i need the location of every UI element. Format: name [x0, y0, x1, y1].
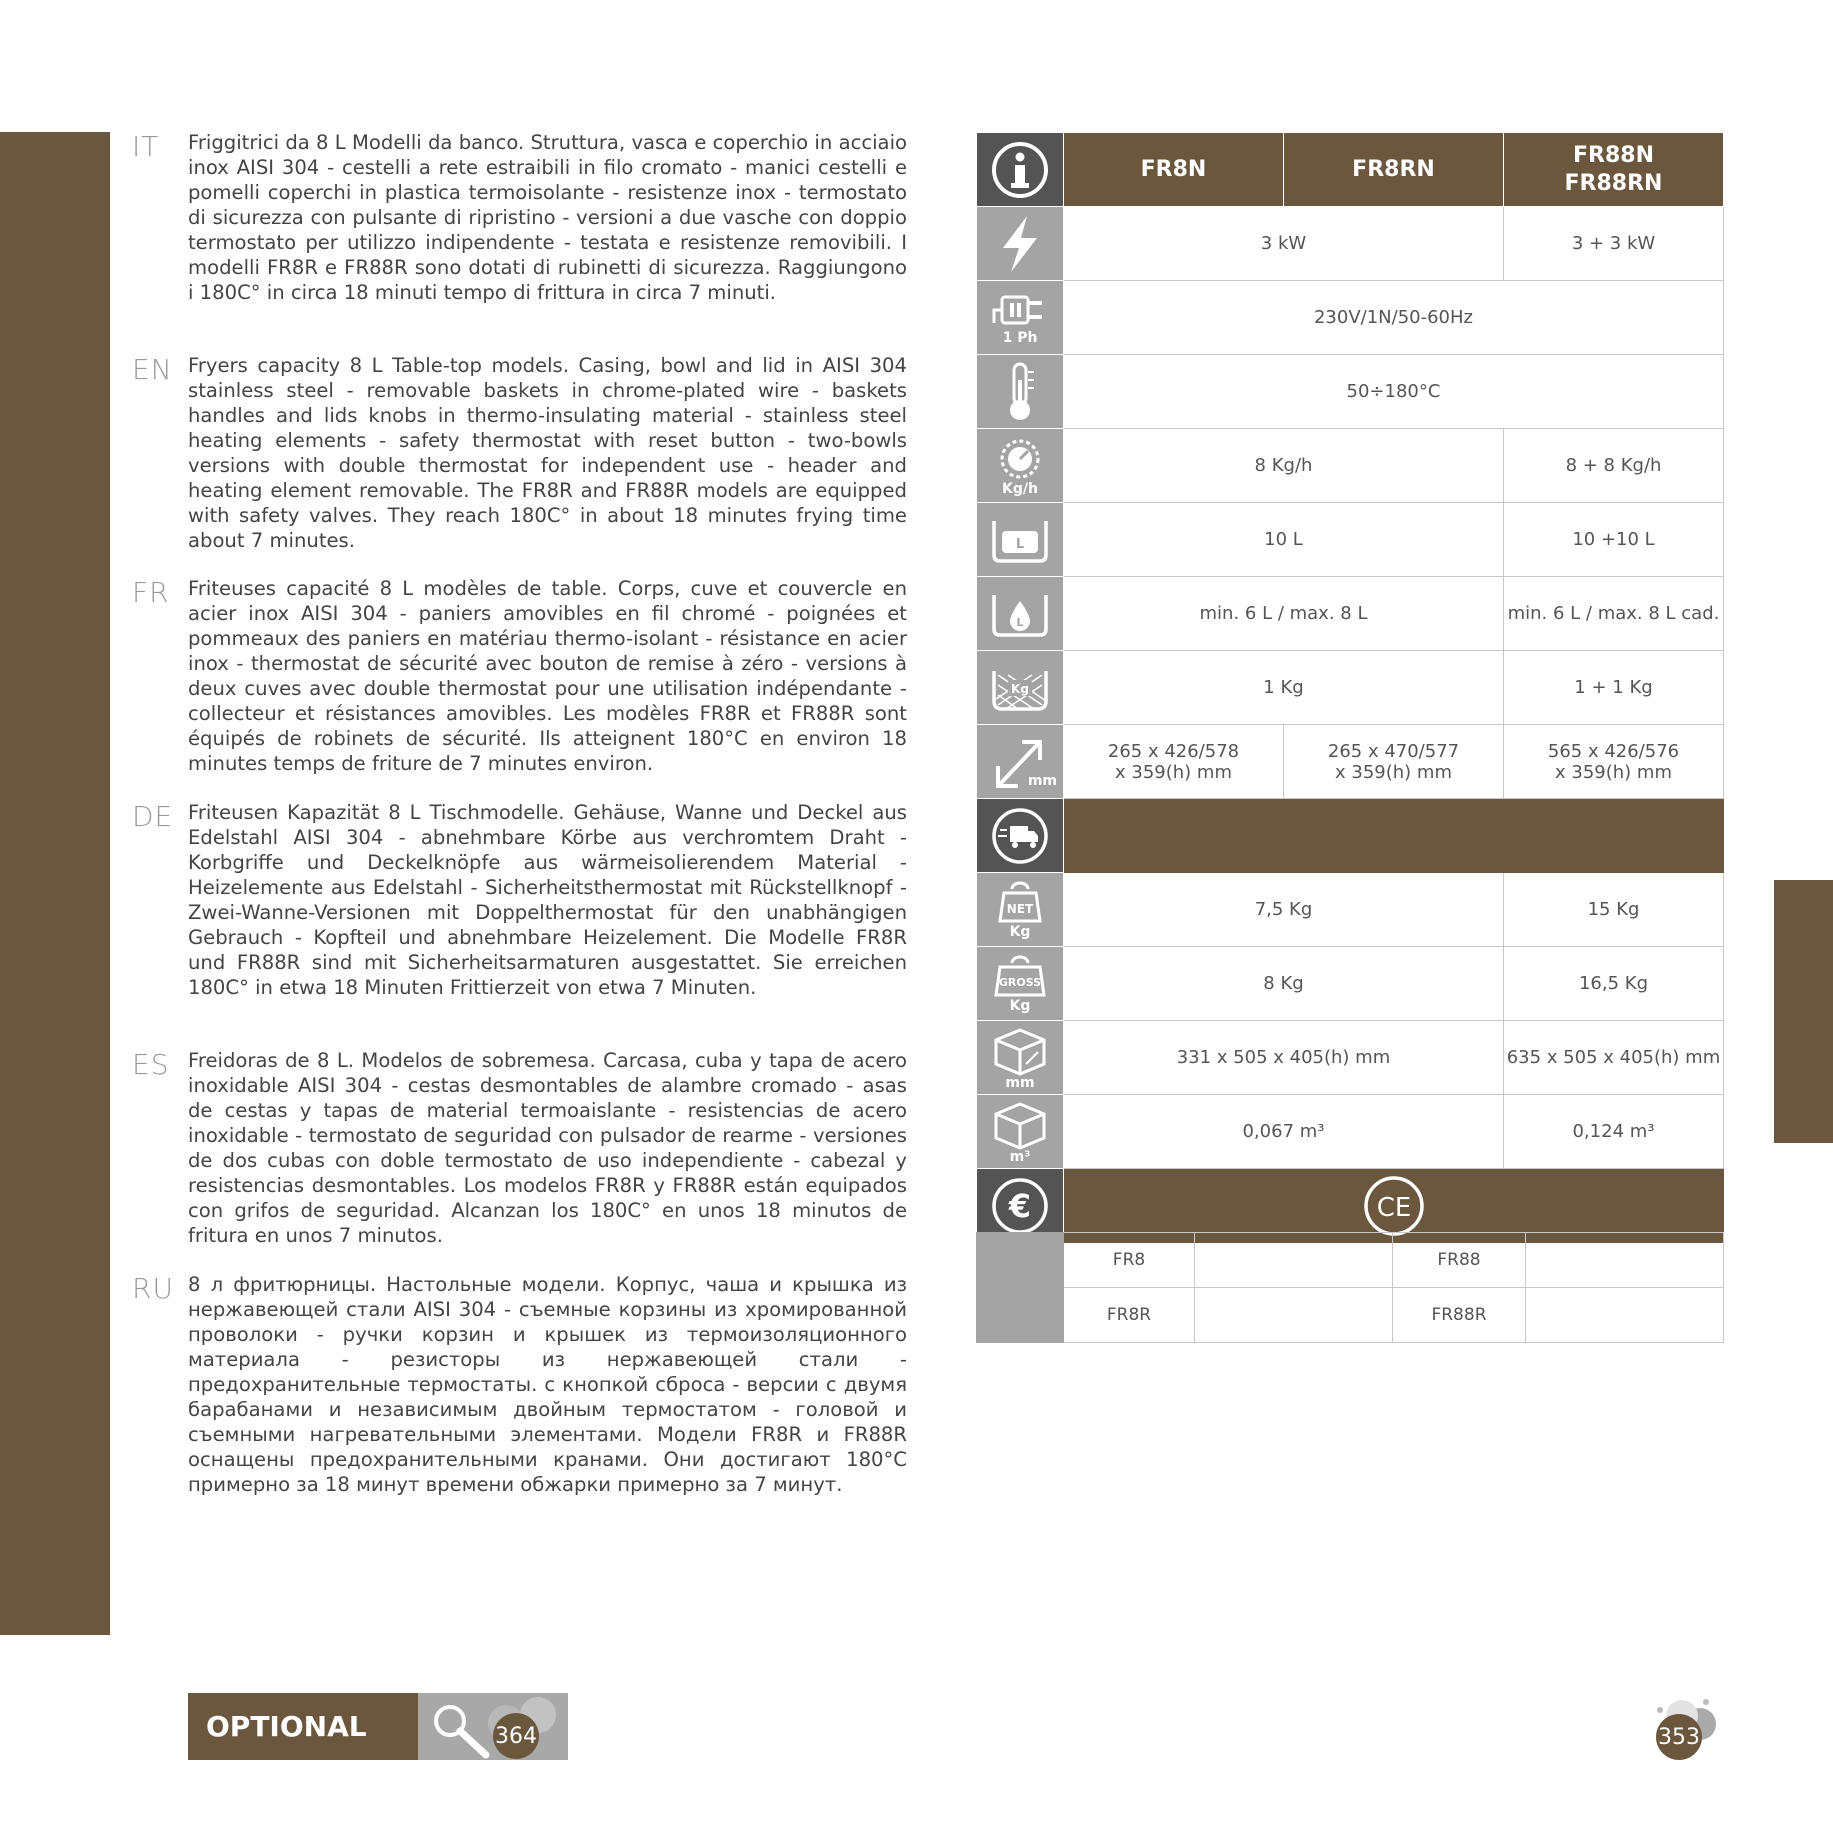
lightning-icon	[995, 214, 1045, 274]
model-fr8rn: FR8RN	[1284, 133, 1504, 207]
tank-double: 10 +10 L	[1504, 503, 1724, 577]
output-single: 8 Kg/h	[1064, 429, 1504, 503]
lang-code: RU	[132, 1272, 174, 1305]
svg-text:GROSS: GROSS	[998, 975, 1042, 989]
spec-header-row	[977, 133, 1724, 207]
shipping-band	[1064, 799, 1724, 873]
delivery-truck-icon	[990, 806, 1050, 866]
dimensions-caption: mm	[1027, 773, 1057, 789]
temperature-icon-cell	[977, 355, 1064, 429]
price-value	[1526, 1233, 1724, 1288]
shipping-icon-cell	[977, 799, 1064, 873]
volume-caption: m³	[1009, 1148, 1031, 1165]
optional-label[interactable]: OPTIONAL	[188, 1693, 418, 1760]
net-weight-double: 15 Kg	[1504, 873, 1724, 947]
svg-text:L: L	[1015, 536, 1025, 552]
oil-row	[977, 577, 1724, 651]
dimensions-fr8rn: 265 x 470/577 x 359(h) mm	[1284, 725, 1504, 799]
model-fr88n: FR88N	[1573, 142, 1654, 168]
svg-text:Kg: Kg	[1011, 681, 1029, 696]
tank-single: 10 L	[1064, 503, 1504, 577]
basket-single: 1 Kg	[1064, 651, 1504, 725]
model-fr88	[1504, 133, 1724, 207]
price-value	[1195, 1288, 1393, 1343]
price-value	[1526, 1288, 1724, 1343]
ce-mark-icon	[1362, 1174, 1426, 1238]
supply-value: 230V/1N/50-60Hz	[1064, 281, 1724, 355]
basket-double: 1 + 1 Kg	[1504, 651, 1724, 725]
lang-code: EN	[132, 353, 173, 386]
tank-icon-cell	[977, 503, 1064, 577]
info-icon	[990, 140, 1050, 200]
net-weight-row	[977, 873, 1724, 947]
model-fr88rn: FR88RN	[1564, 170, 1663, 196]
info-icon-cell	[977, 133, 1064, 207]
basket-icon	[988, 663, 1052, 713]
svg-text:NET: NET	[1006, 901, 1034, 916]
volume-icon-cell	[977, 1095, 1064, 1169]
output-double: 8 + 8 Kg/h	[1504, 429, 1724, 503]
price-value	[1195, 1233, 1393, 1288]
svg-text:L: L	[1016, 615, 1024, 629]
oil-double: min. 6 L / max. 8 L cad.	[1504, 577, 1724, 651]
net-weight-icon-cell	[977, 873, 1064, 947]
output-row	[977, 429, 1724, 503]
description-text: Fryers capacity 8 L Table-top models. Casing, bowl and lid in AISI 304 stainless steel - removable baskets in chrome-plated wire - baskets handles and lids knobs in thermo-insulating material - stainless steel heating elements - safety thermostat with reset button - two-bowls versions with double thermostat for independent use - header and heating element removable. The FR8R and FR88R models are equipped with safety valves. They reach 180C° in about 18 minutes frying time about 7 minutes.	[188, 354, 907, 552]
right-section-tab	[1774, 880, 1833, 1143]
temperature-value: 50÷180°C	[1064, 355, 1724, 429]
supply-row	[977, 281, 1724, 355]
price-row	[977, 1233, 1724, 1288]
price-model: FR8R	[1064, 1288, 1195, 1343]
volume-single: 0,067 m³	[1064, 1095, 1504, 1169]
price-model: FR88	[1393, 1233, 1526, 1288]
dimensions-fr8n: 265 x 426/578 x 359(h) mm	[1064, 725, 1284, 799]
price-label-cell	[977, 1233, 1064, 1343]
gauge-icon	[994, 436, 1046, 482]
supply-caption: 1 Ph	[1002, 329, 1038, 346]
dimensions-icon-cell	[977, 725, 1064, 799]
description-text: 8 л фритюрницы. Настольные модели. Корпус, чаша и крышка из нержавеющей стали AISI 304 - съемные корзины из хромированной проволоки - ручки корзин и крышек из термоизоляционного материала - резисторы из нержавеющей стали - предохранительные термостаты. с кнопкой сброса - версии с двумя барабанами и независимым двойным термостатом - головой и съемными нагревательными элементами. Модели FR8R и FR88R оснащены предохранительными кранами. Они достигают 180°C примерно за 18 минут времени обжарки примерно за 7 минут.	[188, 1273, 907, 1496]
plug-icon	[988, 291, 1052, 331]
supply-icon-cell	[977, 281, 1064, 355]
gross-weight-icon-cell	[977, 947, 1064, 1021]
gross-weight-row	[977, 947, 1724, 1021]
gross-weight-double: 16,5 Kg	[1504, 947, 1724, 1021]
page-number: 353	[1656, 1714, 1702, 1760]
power-row	[977, 207, 1724, 281]
power-double: 3 + 3 kW	[1504, 207, 1724, 281]
description-text: Freidoras de 8 L. Modelos de sobremesa. Carcasa, cuba y tapa de acero inoxidable AISI 304 - cestas desmontables de alambre cromado - asas de cestas y tapas de material termoaislante - resistencias de acero inoxidable - termostato de seguridad con pulsador de rearme - versiones de dos cubas con doble termostato de uso independiente - cabezal y resistencias desmontables. Los modelos FR8R y FR88R están equipados con grifos de seguridad. Alcanzan los 180C° en unos 18 minutos de fritura en unos 7 minutos.	[188, 1049, 907, 1247]
spec-table	[976, 132, 1724, 1243]
packaging-row	[977, 1021, 1724, 1095]
packaging-icon-cell	[977, 1021, 1064, 1095]
model-fr8n: FR8N	[1064, 133, 1284, 207]
packaging-caption: mm	[1005, 1074, 1035, 1091]
left-color-bar	[0, 132, 110, 1635]
volume-row	[977, 1095, 1724, 1169]
basket-row	[977, 651, 1724, 725]
tank-row	[977, 503, 1724, 577]
tank-capacity-icon	[988, 515, 1052, 565]
package-volume-icon	[992, 1100, 1048, 1150]
price-model: FR88R	[1393, 1288, 1526, 1343]
oil-single: min. 6 L / max. 8 L	[1064, 577, 1504, 651]
oil-drop-icon	[988, 589, 1052, 639]
temperature-row	[977, 355, 1724, 429]
price-table	[976, 1232, 1724, 1343]
magnifier-icon	[418, 1693, 568, 1760]
packaging-double: 635 x 505 x 405(h) mm	[1504, 1021, 1724, 1095]
price-row	[977, 1288, 1724, 1343]
svg-text:€: €	[1008, 1186, 1032, 1225]
dimensions-row	[977, 725, 1724, 799]
output-icon-cell	[977, 429, 1064, 503]
dimensions-fr88: 565 x 426/576 x 359(h) mm	[1504, 725, 1724, 799]
power-single: 3 kW	[1064, 207, 1504, 281]
optional-link[interactable]	[418, 1693, 568, 1760]
package-dimensions-icon	[992, 1026, 1048, 1076]
optional-page-number: 364	[493, 1713, 539, 1759]
gross-weight-caption: Kg	[1009, 997, 1031, 1014]
gross-weight-single: 8 Kg	[1064, 947, 1504, 1021]
thermometer-icon	[1000, 360, 1040, 424]
price-model: FR8	[1064, 1233, 1195, 1288]
description-text: Friggitrici da 8 L Modelli da banco. Struttura, vasca e coperchio in acciaio inox AISI 304 - cestelli a rete estraibili in filo cromato - manici cestelli e pomelli coperchi in plastica termoisolante - resistenze inox - termostato di sicurezza con pulsante di ripristino - versioni a due vasche con doppio termostato per utilizzo indipendente - testata e resistenze removibili. I modelli FR8R e FR88R sono dotati di rubinetti di sicurezza. Raggiungono i 180C° in circa 18 minuti tempo di frittura in circa 7 minuti.	[188, 131, 907, 304]
oil-icon-cell	[977, 577, 1064, 651]
volume-double: 0,124 m³	[1504, 1095, 1724, 1169]
description-text: Friteuses capacité 8 L modèles de table. Corps, cuve et couvercle en acier inox AISI 304 - paniers amovibles en fil chromé - poignées et pommeaux des paniers en matériau thermo-isolant - résistance en acier inox - thermostat de sécurité avec bouton de remise à zéro - versions à deux cuves avec double thermostat pour une utilisation indépendante - collecteur et résistances amovibles. Les modèles FR8R et FR88R sont équipés de robinets de sécurité. Ils atteignent 180°C en environ 18 minutes temps de friture de 7 minutes environ.	[188, 577, 907, 775]
lang-code: DE	[132, 800, 174, 833]
gross-weight-icon	[992, 955, 1048, 999]
lang-code: ES	[132, 1048, 170, 1081]
net-weight-single: 7,5 Kg	[1064, 873, 1504, 947]
shipping-band-row	[977, 799, 1724, 873]
lang-code: FR	[132, 576, 170, 609]
lang-code: IT	[132, 130, 160, 163]
power-icon-cell	[977, 207, 1064, 281]
packaging-single: 331 x 505 x 405(h) mm	[1064, 1021, 1504, 1095]
basket-icon-cell	[977, 651, 1064, 725]
output-caption: Kg/h	[1002, 480, 1038, 497]
net-weight-caption: Kg	[1009, 923, 1031, 940]
description-text: Friteusen Kapazität 8 L Tischmodelle. Gehäuse, Wanne und Deckel aus Edelstahl AISI 304 - abnehmbare Körbe aus verchromtem Draht - Korbgriffe und Deckelknöpfe aus wärmeisolierendem Material - Heizelemente aus Edelstahl - Sicherheitsthermostat mit Rückstellknopf - Zwei-Wanne-Versionen mit Doppelthermostat für den unabhängigen Gebrauch - Kopfteil und abnehmbare Heizelement. Die Modelle FR8R und FR88R sind mit Sicherheitsarmaturen ausgestattet. Sie erreichen 180C° in etwa 18 Minuten Frittierzeit von etwa 7 Minuten.	[188, 801, 907, 999]
euro-icon	[990, 1176, 1050, 1236]
svg-text:CE: CE	[1376, 1192, 1411, 1223]
net-weight-icon	[996, 881, 1044, 925]
